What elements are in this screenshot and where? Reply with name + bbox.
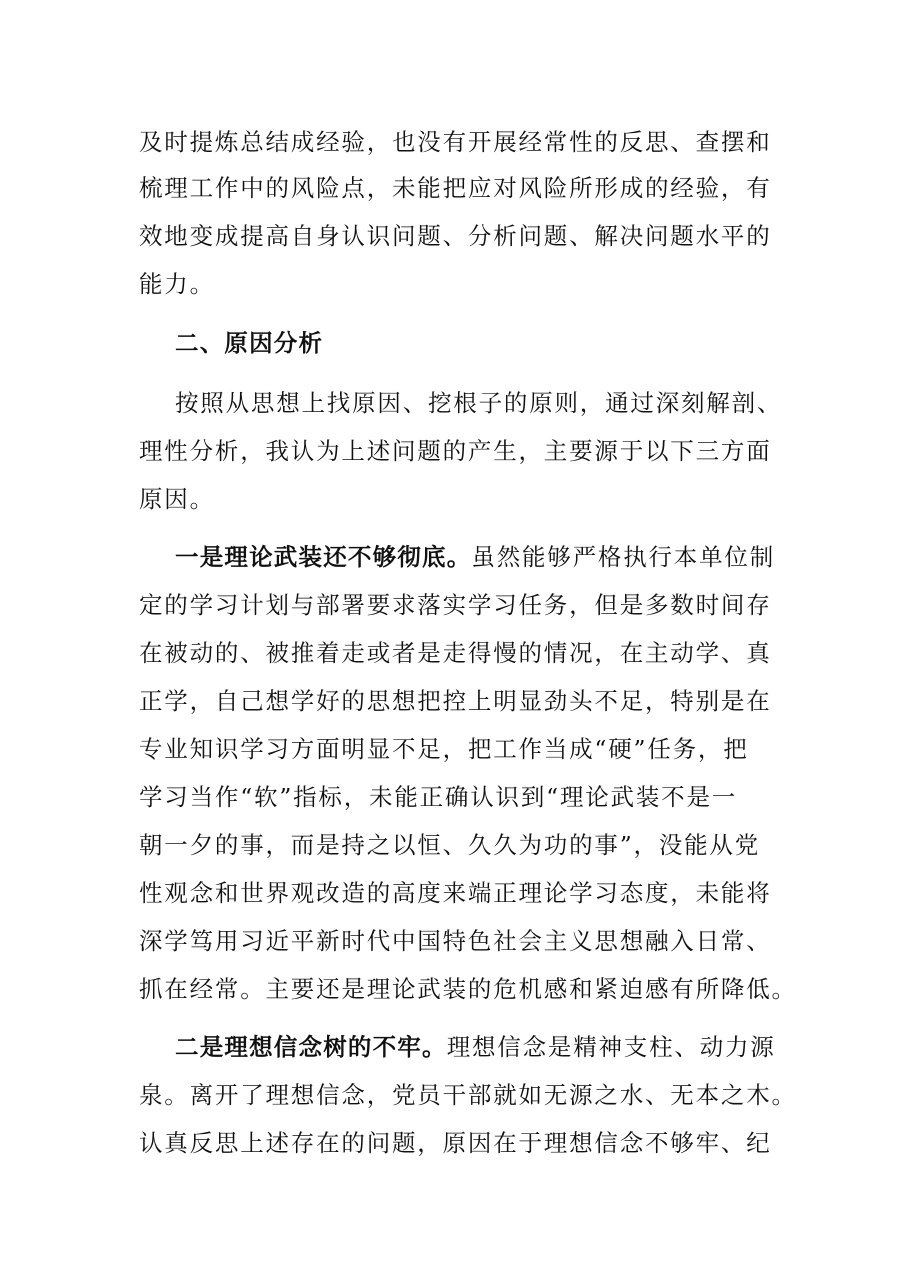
paragraph-3-first-line-text: 虽然能够严格执行本单位制: [471, 543, 776, 571]
paragraph-1-line-4: 能力。: [139, 270, 215, 298]
paragraph-3-line-2: 定的学习计划与部署要求落实学习任务，但是多数时间存: [139, 591, 772, 619]
paragraph-3-line-5: 专业知识学习方面明显不足，把工作当成“硬”任务，把: [139, 735, 749, 763]
paragraph-3-line-7: 朝一夕的事，而是持之以恒、久久为功的事”，没能从党: [139, 831, 761, 859]
paragraph-3-line-3: 在被动的、被推着走或者是走得慢的情况，在主动学、真: [139, 639, 772, 667]
paragraph-3-line-4: 正学，自己想学好的思想把控上明显劲头不足，特别是在: [139, 687, 772, 715]
paragraph-4-first-line-text: 理想信念是精神支柱、动力源: [446, 1033, 776, 1061]
paragraph-4-line-3: 认真反思上述存在的问题，原因在于理想信念不够牢、纪: [139, 1129, 772, 1157]
paragraph-2-line-3: 原因。: [139, 485, 215, 513]
paragraph-1-line-3: 效地变成提高自身认识问题、分析问题、解决问题水平的: [139, 222, 772, 250]
section-heading: 二、原因分析: [175, 329, 324, 357]
paragraph-1-line-1: 及时提炼总结成经验，也没有开展经常性的反思、查摆和: [139, 128, 772, 156]
paragraph-3-line-1: [175, 542, 815, 572]
paragraph-4-line-2: 泉。离开了理想信念，党员干部就如无源之水、无本之木。: [139, 1081, 797, 1109]
paragraph-4-lead: 二是理想信念树的不牢。: [175, 1033, 447, 1061]
paragraph-3-line-8: 性观念和世界观改造的高度来端正理论学习态度，未能将: [139, 879, 772, 907]
paragraph-2-line-1: 按照从思想上找原因、挖根子的原则，通过深刻解剖、: [175, 389, 783, 417]
paragraph-3-line-10: 抓在经常。主要还是理论武装的危机感和紧迫感有所降低。: [139, 975, 797, 1003]
paragraph-2-line-2: 理性分析，我认为上述问题的产生，主要源于以下三方面: [139, 437, 772, 465]
paragraph-3-line-6: 学习当作“软”指标，未能正确认识到“理论武装不是一: [139, 783, 738, 811]
paragraph-4-line-1: [175, 1032, 815, 1062]
paragraph-3-lead: 一是理论武装还不够彻底。: [175, 543, 472, 571]
paragraph-3-line-9: 深学笃用习近平新时代中国特色社会主义思想融入日常、: [139, 927, 772, 955]
paragraph-1-line-2: 梳理工作中的风险点，未能把应对风险所形成的经验，有: [139, 174, 772, 202]
